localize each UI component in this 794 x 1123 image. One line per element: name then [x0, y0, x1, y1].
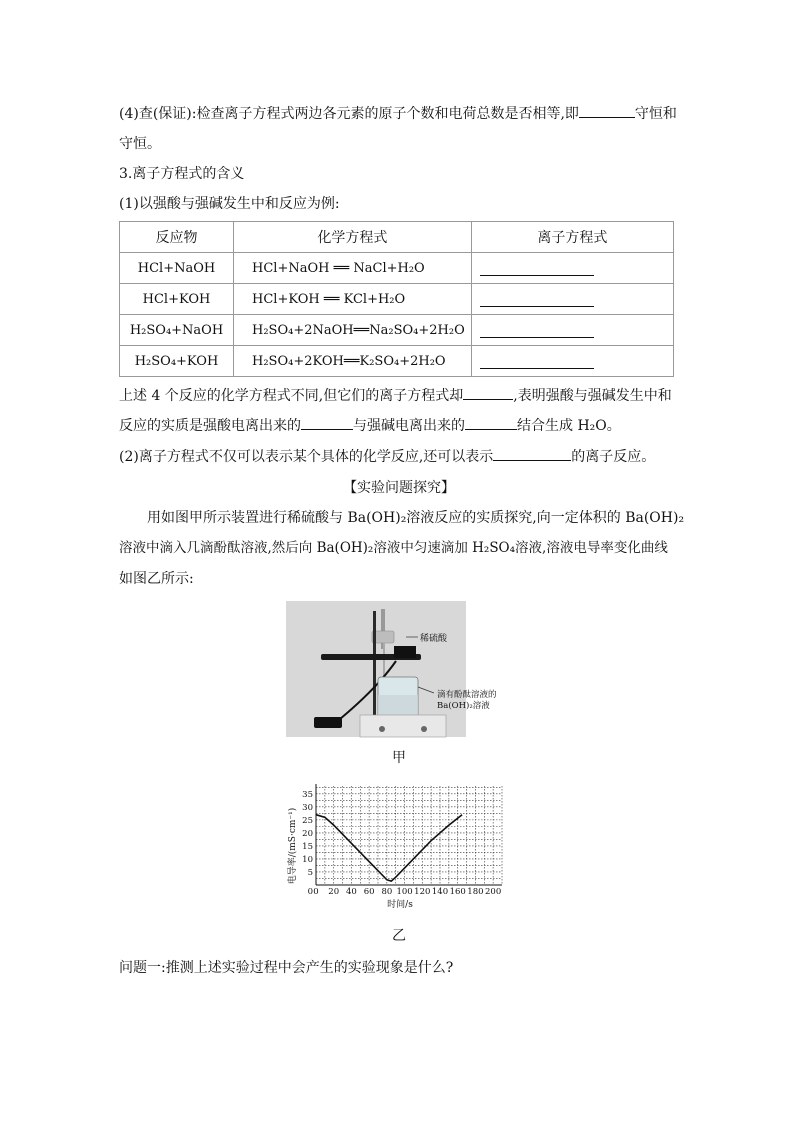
- section3-sub1: (1)以强酸与强碱发生中和反应为例:: [119, 196, 340, 212]
- after-table-line1: [119, 385, 679, 406]
- table-row: [120, 284, 674, 315]
- ionic-answer-blank[interactable]: [480, 350, 594, 369]
- experiment-p2: 溶液中滴入几滴酚酞溶液,然后向 Ba(OH)₂溶液中匀速滴加 H₂SO₄溶液,溶液电导率变化曲线: [119, 540, 668, 556]
- cell-equation: H₂SO₄+2KOH══K₂SO₄+2H₂O: [234, 346, 472, 377]
- after-table-line3: [119, 446, 679, 467]
- cell-ionic[interactable]: [471, 253, 673, 284]
- header-equation: 化学方程式: [234, 222, 472, 253]
- experiment-p3: 如图乙所示:: [119, 571, 194, 587]
- chart-ticks: [302, 790, 501, 897]
- section3-heading: 3.离子方程式的含义: [119, 166, 245, 182]
- y-tick-label: 35: [302, 789, 313, 800]
- table-row: [120, 315, 674, 346]
- x-tick-label: 60: [363, 887, 375, 897]
- chart-ylabel: 电导率/(mS·cm⁻¹): [288, 807, 298, 885]
- x-tick-label: 180: [467, 887, 484, 897]
- x-tick-label: 20: [328, 887, 340, 897]
- after-table-text: 与强碱电离出来的: [353, 418, 465, 434]
- label-dilute-acid: 稀硫酸: [420, 634, 448, 644]
- cell-ionic[interactable]: [471, 284, 673, 315]
- cell-reactants: H₂SO₄+KOH: [120, 346, 234, 377]
- label-solution-2: Ba(OH)₂溶液: [437, 701, 490, 711]
- y-tick-label: 25: [302, 815, 313, 826]
- cell-reactants: HCl+KOH: [120, 284, 234, 315]
- cell-equation: HCl+NaOH ══ NaCl+H₂O: [234, 253, 472, 284]
- ionic-answer-blank[interactable]: [480, 257, 594, 276]
- x-tick-label: 120: [414, 887, 431, 897]
- cell-ionic[interactable]: [471, 315, 673, 346]
- experiment-p1: 用如图甲所示装置进行稀硫酸与 Ba(OH)₂溶液反应的实质探究,向一定体积的 Ba(OH)₂: [147, 510, 685, 526]
- blank-1[interactable]: [579, 103, 635, 118]
- x-tick-label: 100: [396, 887, 413, 897]
- y-tick-label: 20: [302, 828, 313, 839]
- y-tick-label: 30: [302, 802, 313, 813]
- after-table-text: (2)离子方程式不仅可以表示某个具体的化学反应,还可以表示: [119, 449, 494, 465]
- after-table-text: 反应的实质是强酸电离出来的: [119, 418, 301, 434]
- caption-jia: 甲: [392, 750, 406, 766]
- after-table-text: ,表明强酸与强碱发生中和: [513, 388, 672, 404]
- header-reactants: 反应物: [120, 222, 234, 253]
- y-tick-label: 5: [307, 867, 313, 878]
- blank-3[interactable]: [301, 415, 353, 430]
- cell-equation: H₂SO₄+2NaOH══Na₂SO₄+2H₂O: [234, 315, 472, 346]
- x-tick-label: 160: [449, 887, 466, 897]
- table-header-row: [120, 222, 674, 253]
- x-tick-label: 40: [346, 887, 357, 897]
- x-tick-label: 0: [313, 887, 319, 897]
- caption-yi: 乙: [392, 928, 406, 944]
- cell-reactants: HCl+NaOH: [120, 253, 234, 284]
- table-row: [120, 346, 674, 377]
- x-tick-label: 80: [381, 887, 393, 897]
- blank-5[interactable]: [493, 446, 571, 461]
- table-row: [120, 253, 674, 284]
- header-ionic: 离子方程式: [471, 222, 673, 253]
- ionic-answer-blank[interactable]: [480, 319, 594, 338]
- conductivity-chart: [283, 780, 508, 910]
- label-solution-1: 滴有酚酞溶液的: [437, 690, 497, 700]
- after-table-text: 的离子反应。: [571, 449, 656, 465]
- reaction-table: [119, 221, 674, 377]
- ionic-answer-blank[interactable]: [480, 288, 594, 307]
- chart-xlabel: 时间/s: [387, 900, 413, 910]
- question-1: 问题一:推测上述实验过程中会产生的实验现象是什么?: [119, 960, 454, 976]
- after-table-text: 上述 4 个反应的化学方程式不同,但它们的离子方程式却: [119, 388, 464, 404]
- y-tick-label: 10: [302, 854, 313, 865]
- para4-line1: [119, 103, 679, 124]
- cell-reactants: H₂SO₄+NaOH: [120, 315, 234, 346]
- origin-tick-label: 0: [307, 887, 313, 897]
- cell-ionic[interactable]: [471, 346, 673, 377]
- after-table-line2: [119, 415, 679, 436]
- para4-text-b: 守恒和: [634, 106, 677, 122]
- experiment-title: 【实验问题探究】: [343, 480, 455, 496]
- apparatus-photo: [286, 601, 497, 737]
- para4-text-a: (4)查(保证):检查离子方程式两边各元素的原子个数和电荷总数是否相等,即: [119, 106, 579, 122]
- cell-equation: HCl+KOH ══ KCl+H₂O: [234, 284, 472, 315]
- blank-4[interactable]: [465, 415, 517, 430]
- after-table-text: 结合生成 H₂O。: [517, 418, 621, 434]
- blank-2[interactable]: [463, 385, 513, 400]
- x-tick-label: 200: [485, 887, 502, 897]
- para4-line2: 守恒。: [119, 136, 161, 152]
- y-tick-label: 15: [302, 841, 313, 852]
- x-tick-label: 140: [431, 887, 449, 897]
